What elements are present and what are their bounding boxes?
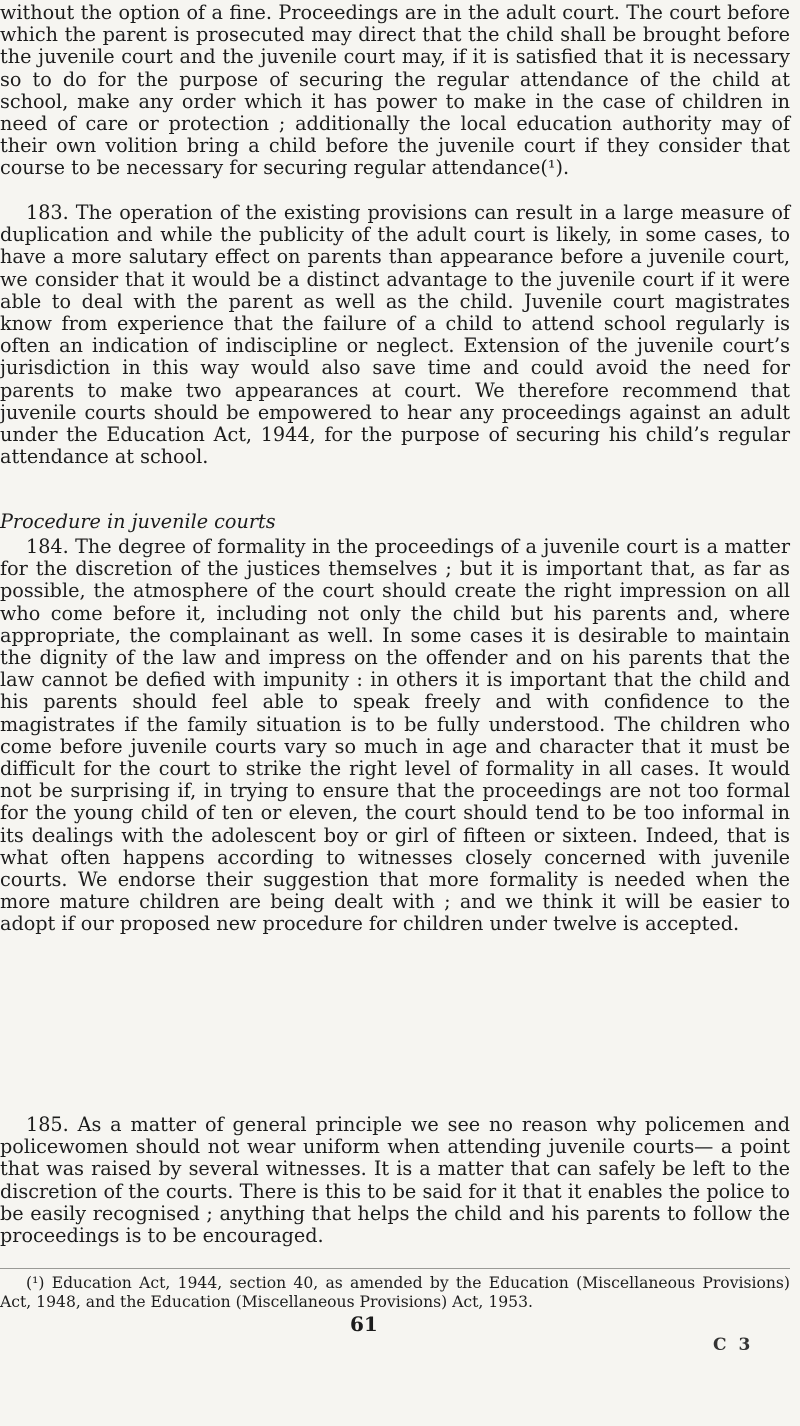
paragraph-184: 184. The degree of formality in the proceedings of a juvenile court is a matter for the discretion of the justices themselves ; but it is important that, as far as possible, the atmosphere of the court should create the right impression on all who come before it, including not only the child but his parents and, where appropriate, the complainant as well. In some cases it is desirable to maintain the dignity of the law and impress on the offender and on his parents that the law cannot be defied with impunity : in others it is important that the child and his parents should feel able to speak freely and with confidence to the magistrates if the family situation is to be fully understood. The children who come before juvenile courts vary so much in age and character that it must be difficult for the court to strike the right level of formality in all cases. It would not be surprising if, in trying to ensure that the proceedings are not too formal for the young child of ten or eleven, the court should tend to be too informal in its dealings with the adolescent boy or girl of fifteen or sixteen. Indeed, that is what often happens according to witnesses closely concerned with juvenile courts. We endorse their suggestion that more formality is needed when the more mature children are being dealt with ; and we think it will be easier to adopt if our proposed new procedure for children under twelve is accepted. <box>0 535 790 936</box>
section-heading: Procedure in juvenile courts <box>0 510 276 533</box>
signature-mark: C 3 <box>713 1335 754 1355</box>
paragraph-185: 185. As a matter of general principle we see no reason why policemen and policewomen should not wear uniform when attending juvenile courts— a point that was raised by several witnesses. It is a matter that can safely be left to the discretion of the courts. There is this to be said for it that it enables the police to be easily recognised ; anything that helps the child and his parents to follow the proceedings is to be encouraged. <box>0 1113 790 1248</box>
paragraph-183: 183. The operation of the existing provisions can result in a large measure of duplication and while the publicity of the adult court is likely, in some cases, to have a more salutary effect on parents than appearance before a juvenile court, we consider that it would be a distinct advantage to the juvenile court if it were able to deal with the parent as well as the child. Juvenile court magistrates know from experience that the failure of a child to attend school regularly is often an indication of indiscipline or neglect. Extension of the juvenile court’s jurisdiction in this way would also save time and could avoid the need for parents to make two appearances at court. We therefore recommend that juvenile courts should be empowered to hear any proceedings against an adult under the Education Act, 1944, for the purpose of securing his child’s regular attendance at school. <box>0 201 790 469</box>
footnote-divider <box>0 1268 790 1269</box>
footnote: (¹) Education Act, 1944, section 40, as amended by the Education (Miscellaneous Provisions) Act, 1948, and the Education (Miscellaneous Provisions) Act, 1953. <box>0 1274 790 1311</box>
paragraph-continuation: without the option of a fine. Proceedings are in the adult court. The court before which the parent is prosecuted may direct that the child shall be brought before the juvenile court and the juvenile court may, if it is satisfied that it is necessary so to do for the purpose of securing the regular attendance of the child at school, make any order which it has power to make in the case of children in need of care or protection ; additionally the local education authority may of their own volition bring a child before the juvenile court if they consider that course to be necessary for securing regular attendance(¹). <box>0 1 790 180</box>
page-number: 61 <box>350 1312 378 1336</box>
